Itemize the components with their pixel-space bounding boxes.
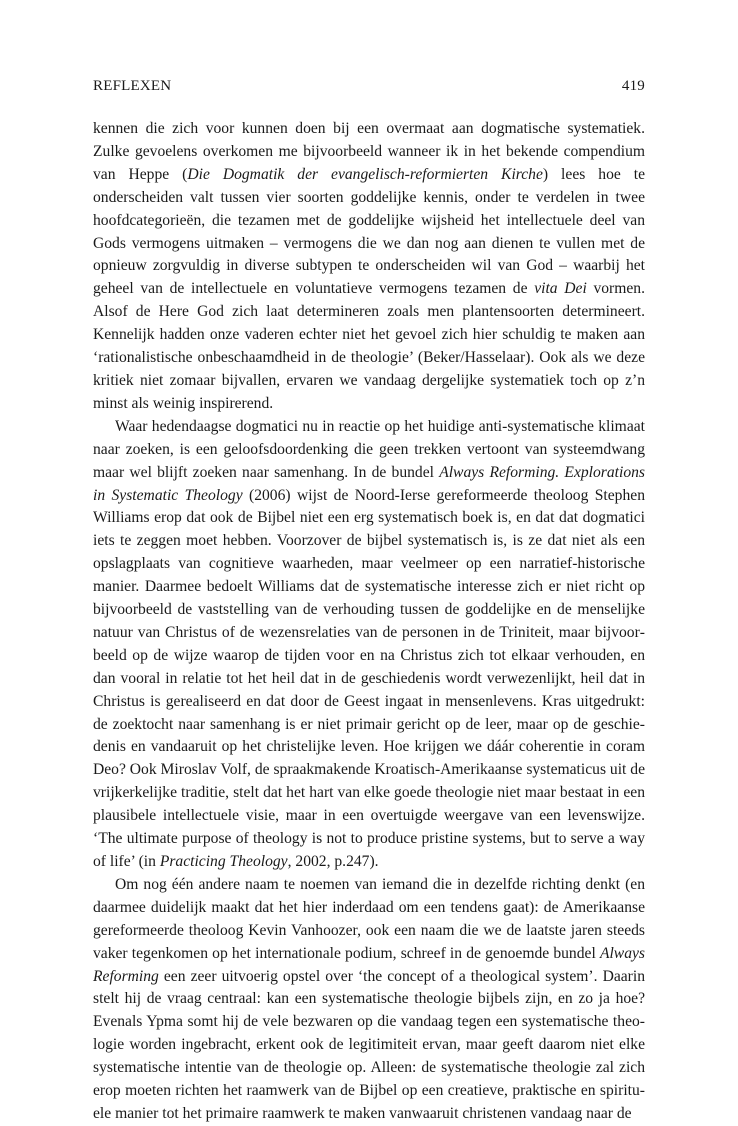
latin-term-italic: vita Dei [534,280,587,298]
body-text [93,118,645,1126]
book-title-italic: Always Reforming [93,944,645,985]
paragraph [93,118,645,416]
text-run: Waar hedendaagse dogmatici nu in reactie op het huidige anti-systematische klimaat naar zoeken, is een geloofsdoordenking die geen trekken vertoont van systeemdwang maar wel blijft zoeken naar samenhang. In de bundel [93,417,645,481]
running-header [93,78,645,95]
running-title: REFLEXEN [93,78,172,94]
book-title-italic: Always Reforming. Explorations in Systematic Theology [93,463,645,504]
text-run: Om nog één andere naam te noemen van iemand die in dezelfde richting denkt (en daarmee duidelijk maakt dat het hier inderdaad om een tendens gaat): de Amerikaanse gereformeerde theoloog Kevin Vanhoozer, ook een naam die we de laatste jaren steeds vaker tegenkomen op het internationale podium, schreef in de genoemde bundel [93,875,645,962]
text-run: (2006) wijst de Noord-Ierse gereformeerde theoloog Stephen Williams erop dat ook de Bijbel niet een erg systematisch boek is, en dat dat dogmatici iets te zeggen moet hebben. Voorzover de bijbel systematisch is, is ze dat niet als een opslagplaats van cognitieve waarheden, maar veelmeer op een narratief-historische manier. Daarmee bedoelt Williams dat de systematische interesse zich er niet richt op bijvoorbeeld de vaststelling van de verhouding tussen de goddelijke en de menselijke natuur van Christus of de wezensrelaties van de personen in de Triniteit, maar bijvoorbeeld op de wijze waarop de tijden voor en na Christus zich tot elkaar verhouden, en dan vooral in relatie tot het heil dat in de geschiedenis wordt verwezenlijkt, heil dat in Christus is gerealiseerd en dat door de Geest ingaat in mensenlevens. Kras uitgedrukt: de zoektocht naar samenhang is er niet primair gericht op de leer, maar op de geschiedenis en vandaaruit op het christelijke leven. Hoe krijgen we dáár coherentie in coram Deo? Ook Miroslav Volf, de spraakmakende Kroatisch-Amerikaanse systematicus uit de vrijkerkelijke traditie, stelt dat het hart van elke goede theologie niet maar bestaat in een plausibele intellectuele visie, maar in een overtuigde weergave van een levenswijze. ‘The ultimate purpose of theology is not to produce pristine systems, but to serve a way of life’ (in [93,486,645,870]
text-run: , 2002, p.247). [287,853,379,870]
text-run: kennen die zich voor kunnen doen bij een overmaat aan dogmatische systematiek. Zulke gevoelens overkomen me bijvoorbeeld wanneer ik in het bekende compendium van Heppe ( [93,120,645,183]
text-run: een zeer uitvoerig opstel over ‘the concept of a theological system’. Daarin stelt hij de vraag centraal: kan een systematische theologie bijbels zijn, en zo ja hoe? Evenals Ypma somt hij de vele bezwaren op die vandaag tegen een systematische theologie worden ingebracht, erkent ook de legitimiteit ervan, maar geeft daarom niet elke systematische intentie van de theologie op. Alleen: de systematische theologie zal zich erop moeten richten het raamwerk van de Bijbel op een creatieve, praktische en spirituele manier tot het primaire raamwerk te maken vanwaaruit christenen vandaag naar de [93,967,645,1122]
text-run: vormen. Alsof de Here God zich laat determineren zoals men plantensoorten determineert. Kennelijk hadden onze vaderen echter niet het gevoel zich hier schuldig te maken aan ‘rationalistische onbeschaamdheid in de theologie’ (Beker/Hasselaar). Ook als we deze kritiek niet zomaar bijvallen, ervaren we vandaag dergelijke systematiek toch op z’n minst als weinig inspirerend. [93,280,646,412]
book-title-italic: Die Dogmatik der evangelisch-reformierten Kirche [187,165,543,183]
book-title-italic: Practicing Theology [159,853,288,870]
paragraph [93,874,645,1126]
page-number: 419 [621,78,645,94]
paragraph [93,416,645,874]
text-run: ) lees hoe te onderscheiden valt tussen vier soorten goddelijke kennis, onder te verdelen in twee hoofdcategorieën, die tezamen met de goddelijke wijsheid het intellectuele deel van Gods vermogens uitmaken – vermogens die we dan nog aan dienen te vullen met de opnieuw zorgvuldig in diverse subtypen te onderscheiden wil van God – waarbij het geheel van de intellectuele en voluntatieve vermogens tezamen de [93,165,645,298]
